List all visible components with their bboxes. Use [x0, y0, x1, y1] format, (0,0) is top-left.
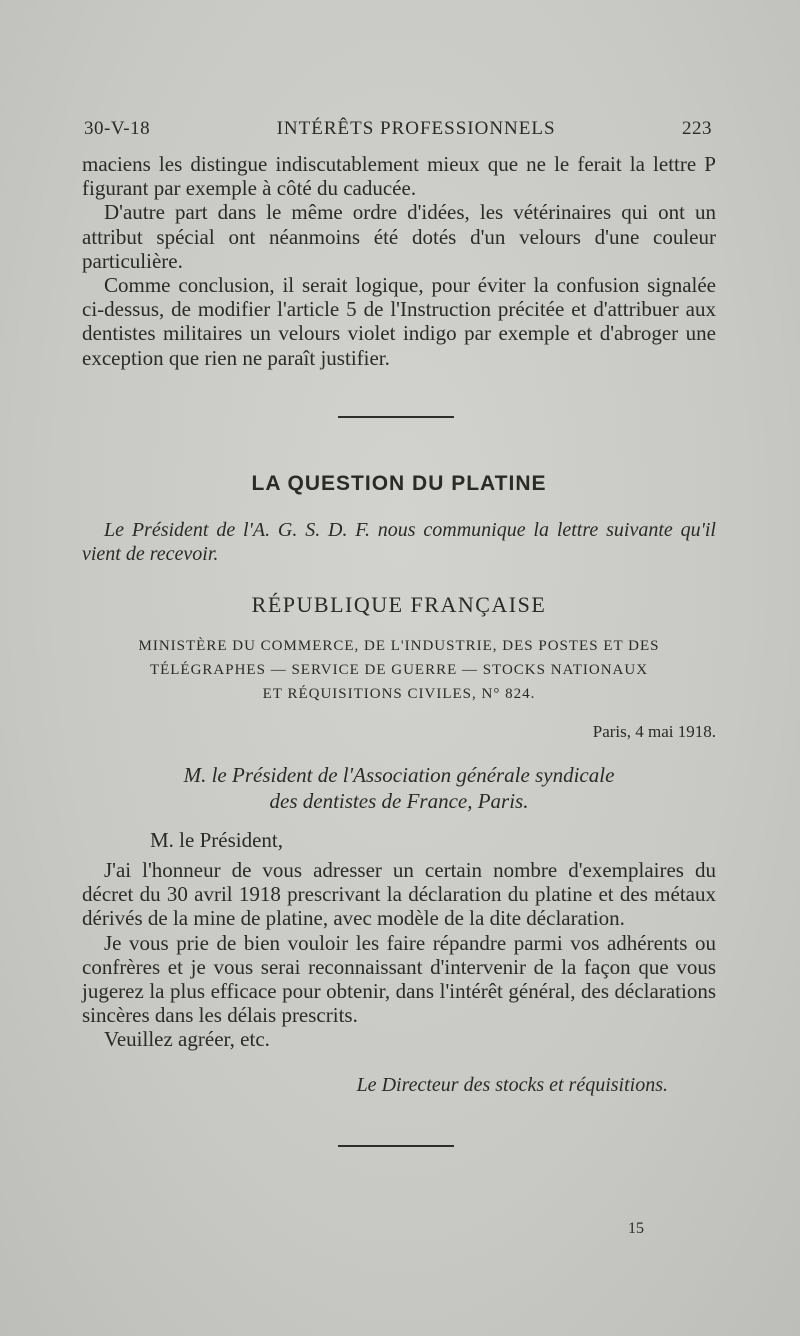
letter-heading: RÉPUBLIQUE FRANÇAISE: [251, 592, 547, 617]
section-divider: [338, 416, 454, 418]
signature-mark: 15: [628, 1220, 644, 1237]
running-header: [84, 118, 712, 140]
letter-salutation: M. le Président,: [150, 828, 283, 852]
ministry-block: [82, 634, 716, 706]
paragraph-continued: maciens les distingue indiscutablement mieux que ne le ferait la lettre P figurant par exemple à côté du caducée.: [82, 152, 716, 201]
letter-body: [82, 858, 716, 1052]
paragraph: Je vous prie de bien vouloir les faire répandre parmi vos adhérents ou confrères et je vous serai reconnaissant d'intervenir de la façon que vous jugerez la plus efficace pour obtenir, dans l'intérêt général, des déclarations sincères dans les délais prescrits.: [82, 930, 716, 1028]
address-line: M. le Président de l'Association générale syndicale: [183, 763, 615, 787]
ministry-line: MINISTÈRE DU COMMERCE, DE L'INDUSTRIE, DES POSTES ET DES: [138, 638, 660, 654]
ministry-line: ET RÉQUISITIONS CIVILES, N° 824.: [262, 686, 536, 702]
paragraph: D'autre part dans le même ordre d'idées, les vétérinaires qui ont un attribut spécial ont néanmoins été dotés d'un velours d'une couleur particulière.: [82, 200, 716, 273]
address-line: des dentistes de France, Paris.: [269, 789, 529, 813]
paragraph: J'ai l'honneur de vous adresser un certain nombre d'exemplaires du décret du 30 avril 1918 prescrivant la déclaration du platine et des métaux dérivés de la mine de platine, avec modèle de la dite déclaration.: [82, 858, 716, 931]
header-title: INTÉRÊTS PROFESSIONNELS: [276, 118, 556, 139]
section-intro: Le Président de l'A. G. S. D. F. nous communique la lettre suivante qu'il vient de recevoir.: [82, 519, 716, 565]
header-date: 30-V-18: [84, 118, 151, 139]
letter-signature: Le Directeur des stocks et réquisitions.: [356, 1074, 668, 1096]
letter-closing: Veuillez agréer, etc.: [104, 1027, 270, 1052]
paragraph: Comme conclusion, il serait logique, pour éviter la confusion signalée ci-dessus, de modifier l'article 5 de l'Instruction précitée et d'attribuer aux dentistes militaires un velours violet indigo par exemple et d'abroger une exception que rien ne paraît justifier.: [82, 273, 716, 370]
page-number: 223: [681, 118, 712, 139]
section-title: LA QUESTION DU PLATINE: [251, 472, 547, 495]
ministry-line: TÉLÉGRAPHES — SERVICE DE GUERRE — STOCKS NATIONAUX: [149, 662, 649, 678]
top-text: [82, 152, 716, 370]
letter-address: [82, 762, 716, 814]
end-divider: [338, 1145, 454, 1147]
letter-date: Paris, 4 mai 1918.: [592, 722, 716, 741]
